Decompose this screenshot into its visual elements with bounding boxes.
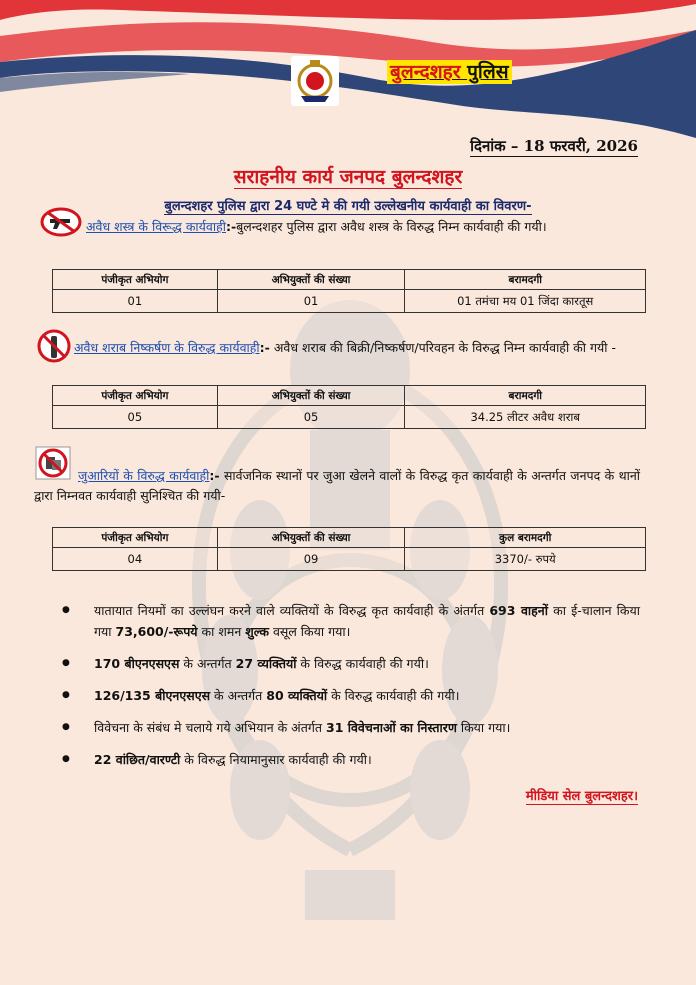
list-item: ● यातायात नियमों का उल्लंघन करने वाले व्यक्तियों के विरुद्ध कृत कार्यवाही के अंतर्गत 693 वाहनों का ई-चालान किया गया 73,600/-रूपये का शमन शुल्क वसूल किया गया। [62,600,640,642]
section-gambling-text: जुआरियों के विरुद्ध कार्यवाही:- सार्वजनिक स्थानों पर जुआ खेलने वालों के विरुद्ध कृत कार्यवाही के अन्तर्गत जनपद के थानों द्वारा निम्नवत कार्यवाही सुनिश्चित की गयी- [34,468,640,503]
page-subtitle: बुलन्दशहर पुलिस द्वारा 24 घण्टे मे की गयी उल्लेखनीय कार्यवाही का विवरण- [164,199,532,214]
summary-list [62,600,640,781]
list-item: ● 170 बीएनएसएस के अन्तर्गत 27 व्यक्तियों के विरुद्ध कार्यवाही की गयी। [62,653,640,674]
section-weapons-text: अवैध शस्त्र के विरूद्ध कार्यवाही:-बुलन्दशहर पुलिस द्वारा अवैध शस्त्र के विरुद्ध निम्न कार्यवाही की गयी। [86,219,547,234]
list-item: ● 22 वांछित/वारण्टी के विरुद्ध नियामानुसार कार्यवाही की गयी। [62,749,640,770]
section-weapons-heading: अवैध शस्त्र के विरूद्ध कार्यवाही [86,219,226,234]
org-name-part2: पुलिस [467,61,509,83]
liquor-table: पंजीकृत अभियोग अभियुक्तों की संख्या बरामदगी 05 05 34.25 लीटर अवैध शराब [52,385,646,429]
section-liquor-text: अवैध शराब निष्कर्षण के विरुद्ध कार्यवाही:- अवैध शराब की बिक्री/निष्कर्षण/परिवहन के विरुद्ध निम्न कार्यवाही की गयी - [74,340,616,355]
section-liquor-heading: अवैध शराब निष्कर्षण के विरुद्ध कार्यवाही [74,340,260,355]
table-row: 05 05 34.25 लीटर अवैध शराब [53,406,646,429]
section-gambling-heading: जुआरियों के विरुद्ध कार्यवाही [78,468,210,483]
org-name [387,60,512,84]
police-emblem-icon [291,56,339,106]
table-row: 01 01 01 तमंचा मय 01 जिंदा कारतूस [53,290,646,313]
list-item: ● विवेचना के संबंध मे चलाये गये अभियान के अंतर्गत 31 विवेचनाओं का निस्तारण किया गया। [62,717,640,738]
media-cell-signature: मीडिया सेल बुलन्दशहर। [526,786,638,805]
report-date: दिनांक – 18 फरवरी, 2026 [470,137,638,155]
gambling-table: पंजीकृत अभियोग अभियुक्तों की संख्या कुल बरामदगी 04 09 3370/- रुपये [52,527,646,571]
header-banner [0,0,696,140]
list-item: ● 126/135 बीएनएसएस के अन्तर्गत 80 व्यक्तियों के विरुद्ध कार्यवाही की गयी। [62,685,640,706]
weapons-table: पंजीकृत अभियोग अभियुक्तों की संख्या बरामदगी 01 01 01 तमंचा मय 01 जिंदा कारतूस [52,269,646,313]
table-row: 04 09 3370/- रुपये [53,548,646,571]
org-name-part1: बुलन्दशहर [390,61,461,83]
page-title: सराहनीय कार्य जनपद बुलन्दशहर [233,166,463,188]
